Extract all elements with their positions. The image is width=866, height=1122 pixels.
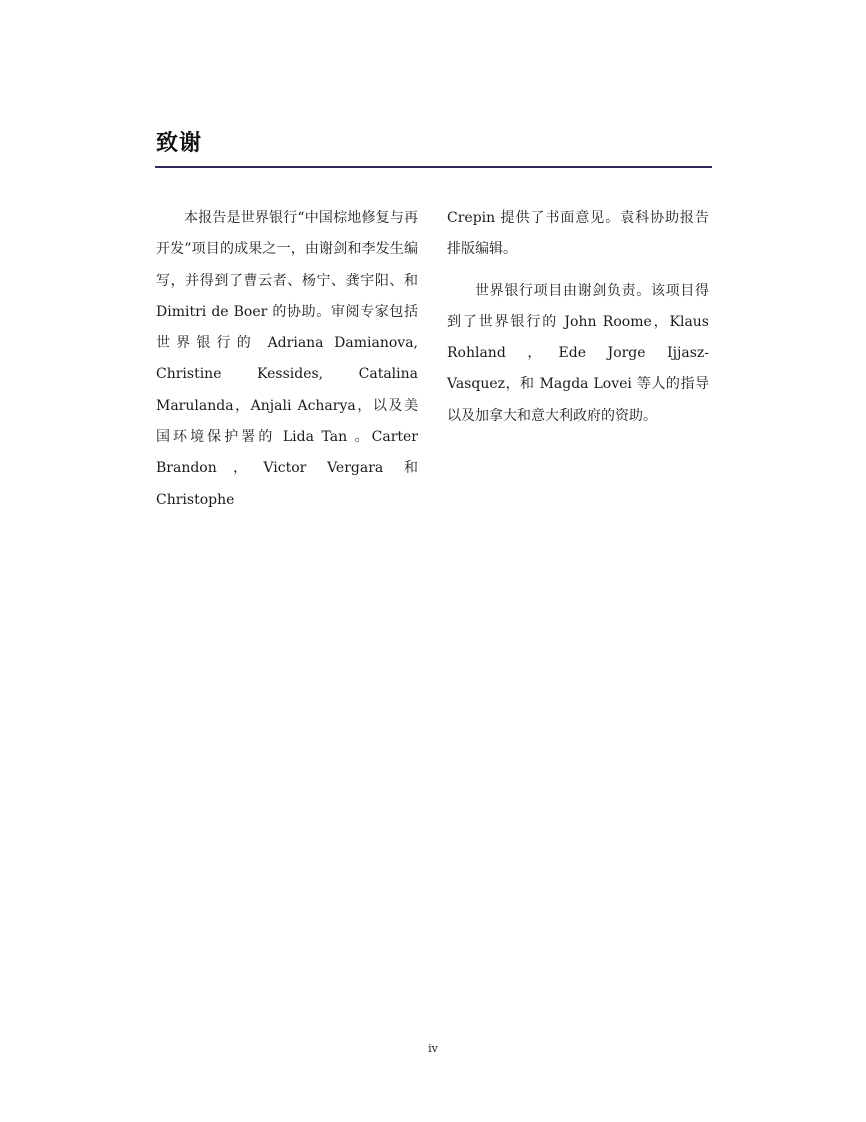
right-column	[447, 203, 709, 432]
title-divider	[155, 166, 712, 168]
left-column	[156, 203, 418, 516]
page-title: 致谢	[156, 131, 203, 156]
paragraph-project-lead: 世界银行项目由谢剑负责。该项目得到了世界银行的 John Roome，Klaus Rohland ，Ede Jorge Ijjasz-Vasquez，和 Magda Lovei 等人的指导以及加拿大和意大利政府的资助。	[447, 282, 709, 424]
page-number: iv	[428, 1042, 438, 1055]
paragraph-acknowledgement-continued: Crepin 提供了书面意见。袁科协助报告排版编辑。	[447, 210, 709, 258]
paragraph-acknowledgement: 本报告是世界银行“中国棕地修复与再开发”项目的成果之一，由谢剑和李发生编写，并得到了曹云者、杨宁、龚宇阳、和 Dimitri de Boer 的协助。审阅专家包括世界银行的 Adriana Damianova, Christine Kessides, Catalina Marulanda，Anjali Acharya，以及美国环境保护署的 Lida Tan 。Carter Brandon，Victor Vergara 和 Christophe	[156, 210, 418, 508]
